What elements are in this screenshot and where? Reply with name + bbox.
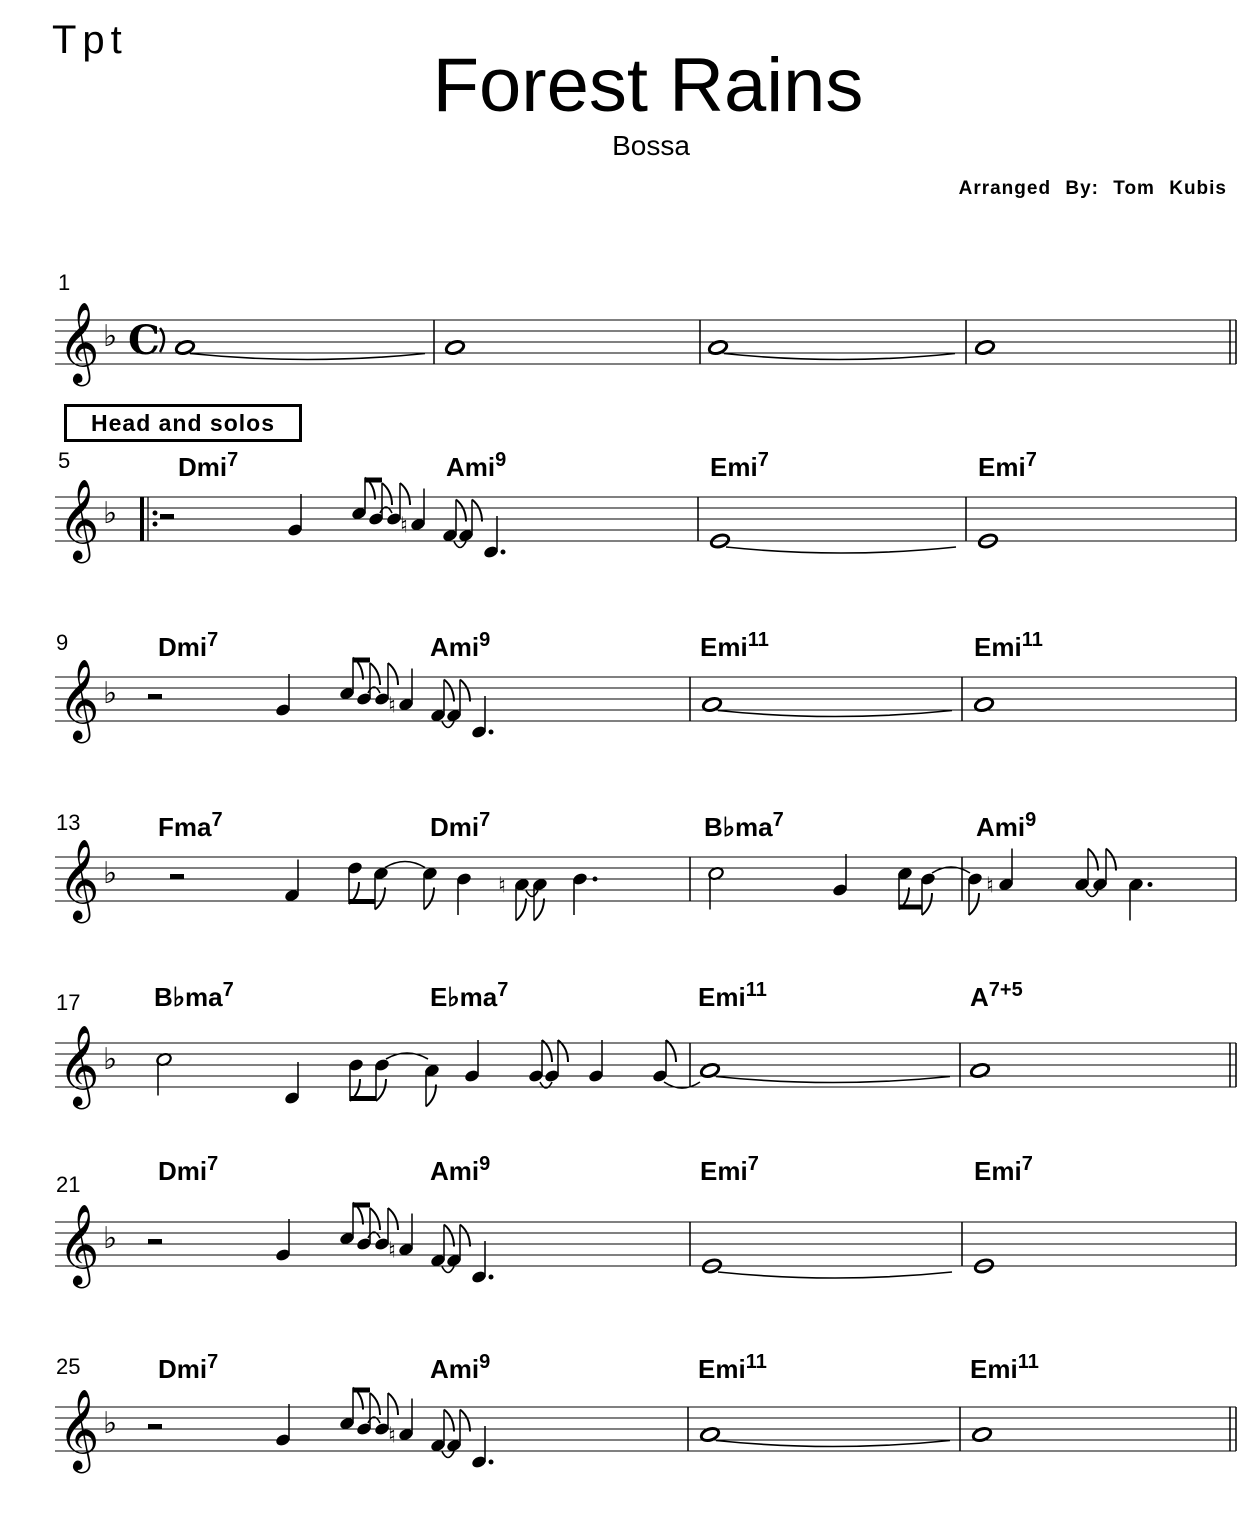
eighth-flag	[370, 1393, 380, 1415]
treble-clef-icon: 𝄞	[58, 1388, 100, 1470]
chord-root: Emi	[710, 452, 758, 482]
eighth-flag	[1088, 849, 1098, 871]
eighth-flag	[516, 899, 526, 921]
natural-accidental-icon: ♮	[388, 1238, 396, 1264]
chord-root: Emi	[978, 452, 1026, 482]
eighth-flag	[444, 1410, 454, 1432]
eighth-flag	[375, 888, 385, 910]
tie	[526, 891, 538, 897]
half-rest	[170, 874, 184, 879]
eighth-flag	[376, 1079, 386, 1101]
tie	[442, 1267, 454, 1273]
chord-extension: 7	[479, 809, 491, 831]
tie	[726, 547, 956, 553]
treble-clef-icon: 𝄞	[58, 1024, 100, 1106]
chord-root: Ami	[446, 452, 496, 482]
chord-symbol	[430, 1153, 490, 1186]
chord-extension: 7	[211, 809, 223, 831]
tie	[718, 711, 952, 717]
breath-mark	[160, 328, 164, 352]
chord-symbol	[154, 979, 234, 1012]
chord-extension: 11	[747, 629, 769, 651]
natural-accidental-icon: ♮	[400, 513, 408, 539]
chord-root: Ami	[976, 812, 1026, 842]
chord-extension: 7+5	[988, 979, 1023, 1001]
chord-symbol	[710, 449, 769, 482]
staff-system	[55, 270, 1236, 386]
tie	[716, 1441, 950, 1447]
augmentation-dot	[489, 1275, 494, 1280]
augmentation-dot	[489, 1460, 494, 1465]
chord-symbol	[700, 1153, 759, 1186]
song-style: Bossa	[612, 130, 690, 161]
tie	[718, 1272, 952, 1278]
eighth-flag	[426, 1085, 436, 1107]
eighth-flag	[456, 500, 466, 522]
tie	[716, 1077, 950, 1083]
eighth-flag	[1106, 849, 1116, 871]
staff-system	[55, 448, 1236, 563]
eighth-flag	[388, 1393, 398, 1415]
measure-number: 5	[58, 448, 71, 473]
chord-extension: 7	[1021, 1153, 1033, 1175]
chord-root: Dmi	[158, 632, 208, 662]
half-rest	[148, 694, 162, 699]
measure-number: 17	[56, 990, 81, 1015]
eighth-flag	[472, 500, 482, 522]
eighth-flag	[969, 893, 979, 915]
eighth-flag	[444, 1225, 454, 1247]
repeat-dot	[153, 522, 158, 527]
eighth-flag	[388, 663, 398, 685]
chord-symbol	[430, 629, 490, 662]
eighth-flag	[460, 680, 470, 702]
chord-root: Dmi	[178, 452, 228, 482]
chord-root: B♭ma	[704, 812, 773, 842]
chord-root: Emi	[698, 982, 746, 1012]
eighth-flag	[370, 663, 380, 685]
staff-system	[55, 629, 1236, 743]
chord-extension: 7	[227, 449, 239, 471]
chord-extension: 7	[757, 449, 769, 471]
chord-extension: 9	[479, 629, 491, 651]
chord-extension: 7	[497, 979, 509, 1001]
chord-symbol	[700, 629, 769, 662]
eighth-flag	[400, 483, 410, 505]
eighth-flag	[370, 1208, 380, 1230]
chord-root: Emi	[700, 1156, 748, 1186]
staff-system	[55, 1351, 1236, 1473]
chord-extension: 7	[1025, 449, 1037, 471]
song-title: Forest Rains	[432, 43, 864, 128]
chord-symbol	[430, 809, 490, 842]
staff-system	[55, 809, 1236, 923]
chord-root: E♭ma	[430, 982, 498, 1012]
chord-root: Ami	[430, 1354, 480, 1384]
chord-extension: 9	[479, 1351, 491, 1373]
tie	[442, 1452, 454, 1458]
chord-root: Emi	[698, 1354, 746, 1384]
chord-symbol	[974, 1153, 1033, 1186]
chord-root: Ami	[430, 1156, 480, 1186]
eighth-flag	[388, 1208, 398, 1230]
half-rest	[148, 1239, 162, 1244]
chord-symbol	[698, 979, 767, 1012]
chord-extension: 11	[745, 1351, 767, 1373]
beam	[350, 1096, 376, 1101]
chord-extension: 7	[207, 629, 219, 651]
chord-symbol	[158, 1153, 218, 1186]
eighth-flag	[444, 680, 454, 702]
half-rest	[160, 514, 174, 519]
tie	[724, 354, 955, 360]
instrument-label: Tpt	[52, 18, 128, 62]
natural-accidental-icon: ♮	[388, 693, 396, 719]
treble-clef-icon: 𝄞	[58, 838, 100, 920]
natural-accidental-icon: ♮	[498, 873, 506, 899]
tie	[190, 354, 425, 360]
chord-root: Dmi	[158, 1156, 208, 1186]
chord-root: A	[970, 982, 989, 1012]
treble-clef-icon: 𝄞	[58, 478, 100, 560]
measure-number: 9	[56, 630, 69, 655]
chord-root: Emi	[974, 1156, 1022, 1186]
chord-extension: 7	[772, 809, 784, 831]
chord-symbol	[430, 979, 508, 1012]
rehearsal-mark: Head and solos	[64, 404, 302, 442]
chord-extension: 7	[207, 1153, 219, 1175]
chord-root: Dmi	[430, 812, 480, 842]
chord-symbol	[158, 629, 218, 662]
arranger-credit: Arranged By: Tom Kubis	[958, 178, 1227, 199]
measure-number: 25	[56, 1354, 81, 1379]
beam	[353, 658, 370, 663]
beam	[353, 1388, 370, 1393]
augmentation-dot	[593, 877, 598, 882]
chord-symbol	[978, 449, 1037, 482]
chord-root: Dmi	[158, 1354, 208, 1384]
measure-number: 13	[56, 810, 81, 835]
chord-symbol	[970, 979, 1023, 1012]
common-time-icon: C	[128, 317, 160, 364]
chord-symbol	[974, 629, 1043, 662]
chord-root: Fma	[158, 812, 212, 842]
chord-root: Ami	[430, 632, 480, 662]
staff-system	[55, 1153, 1236, 1288]
chord-symbol	[704, 809, 784, 842]
beam	[349, 899, 375, 904]
eighth-flag	[460, 1225, 470, 1247]
chord-root: Emi	[970, 1354, 1018, 1384]
measure-number: 21	[56, 1172, 81, 1197]
eighth-flag	[460, 1410, 470, 1432]
chord-extension: 7	[747, 1153, 759, 1175]
chord-symbol	[970, 1351, 1039, 1384]
chord-root: Emi	[974, 632, 1022, 662]
chord-root: B♭ma	[154, 982, 223, 1012]
chord-symbol	[698, 1351, 767, 1384]
chord-extension: 11	[1017, 1351, 1039, 1373]
eighth-flag	[382, 483, 392, 505]
chord-symbol	[430, 1351, 490, 1384]
beam	[353, 1203, 370, 1208]
tie	[1086, 891, 1098, 897]
flat-key-signature-icon: ♭	[103, 856, 118, 891]
measure-number: 1	[58, 270, 71, 295]
eighth-flag	[424, 888, 434, 910]
chord-extension: 9	[495, 449, 507, 471]
augmentation-dot	[501, 550, 506, 555]
chord-extension: 7	[207, 1351, 219, 1373]
chord-extension: 9	[479, 1153, 491, 1175]
augmentation-dot	[1148, 882, 1153, 887]
beam	[899, 905, 922, 910]
treble-clef-icon: 𝄞	[58, 658, 100, 740]
treble-clef-icon: 𝄞	[58, 1203, 100, 1285]
chord-symbol	[446, 449, 506, 482]
chord-extension: 11	[745, 979, 767, 1001]
natural-accidental-icon: ♮	[388, 1423, 396, 1449]
flat-key-signature-icon: ♭	[103, 1221, 118, 1256]
tie	[442, 722, 454, 728]
eighth-flag	[922, 893, 932, 915]
chord-extension: 9	[1025, 809, 1037, 831]
flat-key-signature-icon: ♭	[103, 1042, 118, 1077]
augmentation-dot	[489, 730, 494, 735]
flat-key-signature-icon: ♭	[103, 496, 118, 531]
chord-symbol	[158, 809, 223, 842]
chord-symbol	[976, 809, 1036, 842]
chord-extension: 11	[1021, 629, 1043, 651]
chord-symbol	[158, 1351, 218, 1384]
flat-key-signature-icon: ♭	[103, 319, 118, 354]
eighth-flag	[534, 899, 544, 921]
beam	[365, 478, 382, 483]
tie	[454, 542, 466, 548]
chord-extension: 7	[222, 979, 234, 1001]
tie	[385, 862, 425, 868]
staff-system	[55, 979, 1236, 1109]
chord-symbol	[178, 449, 238, 482]
treble-clef-icon: 𝄞	[58, 301, 100, 383]
flat-key-signature-icon: ♭	[103, 1406, 118, 1441]
repeat-dot	[153, 511, 158, 516]
natural-accidental-icon: ♮	[986, 873, 994, 899]
flat-key-signature-icon: ♭	[103, 676, 118, 711]
half-rest	[148, 1424, 162, 1429]
chord-root: Emi	[700, 632, 748, 662]
